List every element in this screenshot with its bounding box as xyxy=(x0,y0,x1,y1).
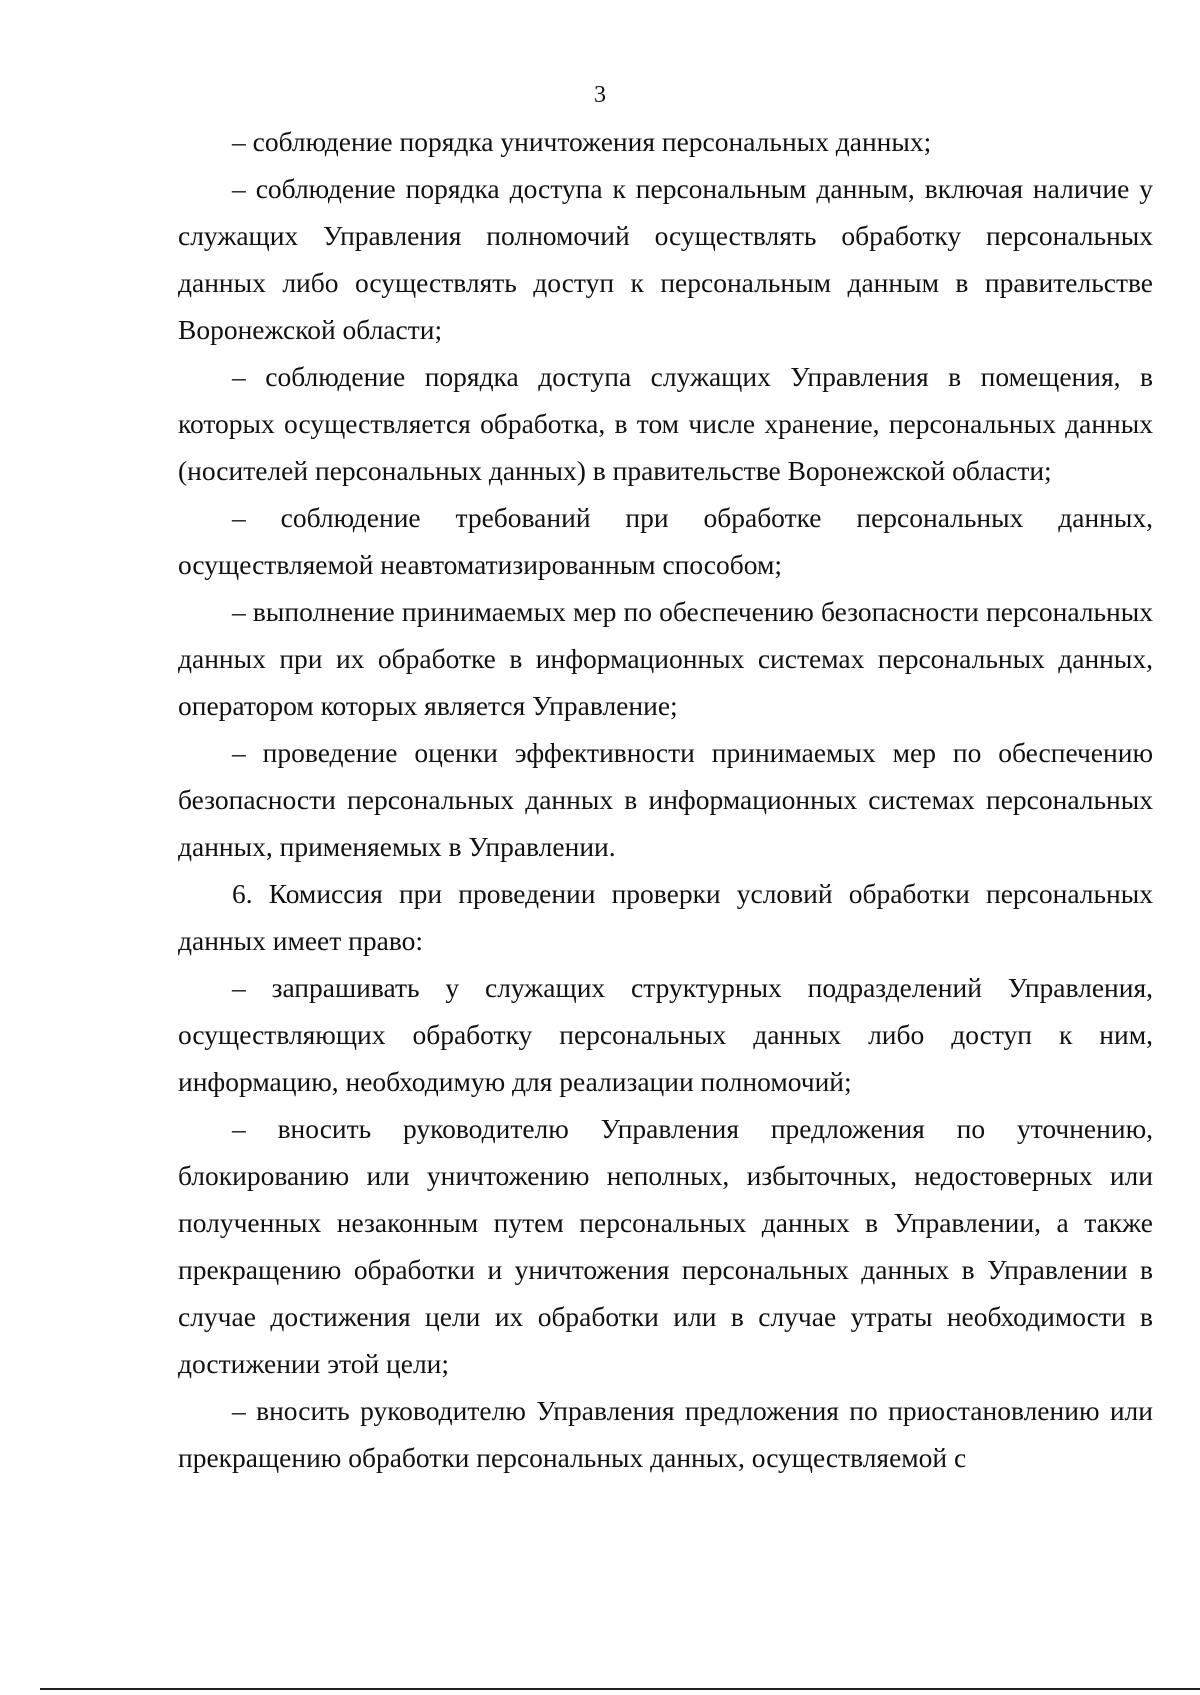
paragraph-security-measures: – выполнение принимаемых мер по обеспечению безопасности персональных данных при их обработке в информационных системах персональных данных, оператором которых является Управление; xyxy=(178,596,1153,721)
document-body xyxy=(178,118,1153,1481)
paragraph-access-order: – соблюдение порядка доступа к персональным данным, включая наличие у служащих Управления полномочий осуществлять обработку персональных данных либо осуществлять доступ к персональным данным в правительстве Воронежской области; xyxy=(178,173,1153,345)
paragraph-effectiveness-assessment: – проведение оценки эффективности принимаемых мер по обеспечению безопасности персональных данных в информационных системах персональных данных, применяемых в Управлении. xyxy=(178,737,1153,862)
paragraph-proposals-suspension: – вносить руководителю Управления предложения по приостановлению или прекращению обработки персональных данных, осуществляемой с xyxy=(178,1395,1153,1473)
paragraph-destruction-order: – соблюдение порядка уничтожения персональных данных; xyxy=(232,126,932,157)
paragraph-premises-access: – соблюдение порядка доступа служащих Управления в помещения, в которых осуществляется обработка, в том числе хранение, персональных данных (носителей персональных данных) в правительстве Воронежской области; xyxy=(178,361,1153,486)
page-number: 3 xyxy=(594,82,606,108)
paragraph-commission-rights: 6. Комиссия при проведении проверки условий обработки персональных данных имеет право: xyxy=(178,878,1153,956)
paragraph-non-automated-processing: – соблюдение требований при обработке персональных данных, осуществляемой неавтоматизированным способом; xyxy=(178,502,1153,580)
paragraph-proposals-clarification: – вносить руководителю Управления предложения по уточнению, блокированию или уничтожению неполных, избыточных, недостоверных или полученных незаконным путем персональных данных в Управлении, а также прекращению обработки и уничтожения персональных данных в Управлении в случае достижения цели их обработки или в случае утраты необходимости в достижении этой цели; xyxy=(178,1113,1153,1379)
paragraph-request-information: – запрашивать у служащих структурных подразделений Управления, осуществляющих обработку персональных данных либо доступ к ним, информацию, необходимую для реализации полномочий; xyxy=(178,972,1153,1097)
bottom-rule xyxy=(40,1688,1200,1690)
